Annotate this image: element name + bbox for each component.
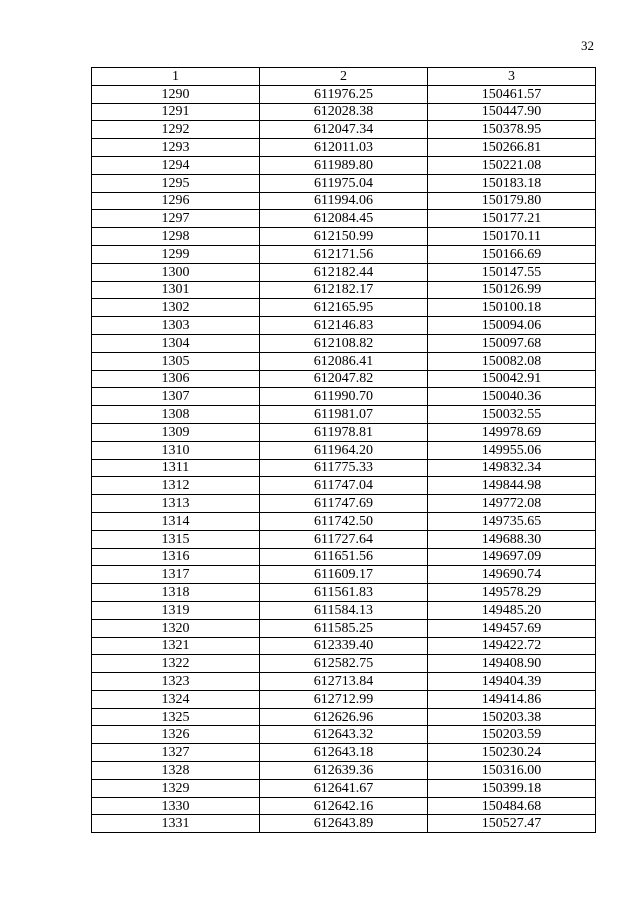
x-coordinate-cell: 612011.03 bbox=[260, 139, 428, 157]
point-number-cell: 1308 bbox=[92, 406, 260, 424]
y-coordinate-cell: 149955.06 bbox=[428, 441, 596, 459]
table-row bbox=[92, 566, 596, 584]
x-coordinate-cell: 611964.20 bbox=[260, 441, 428, 459]
x-coordinate-cell: 612626.96 bbox=[260, 708, 428, 726]
table-row bbox=[92, 637, 596, 655]
point-number-cell: 1316 bbox=[92, 548, 260, 566]
y-coordinate-cell: 149832.34 bbox=[428, 459, 596, 477]
point-number-cell: 1329 bbox=[92, 779, 260, 797]
x-coordinate-cell: 611585.25 bbox=[260, 619, 428, 637]
x-coordinate-cell: 611747.69 bbox=[260, 495, 428, 513]
table-row bbox=[92, 370, 596, 388]
y-coordinate-cell: 149688.30 bbox=[428, 530, 596, 548]
x-coordinate-cell: 612642.16 bbox=[260, 797, 428, 815]
table-row bbox=[92, 103, 596, 121]
x-coordinate-cell: 612582.75 bbox=[260, 655, 428, 673]
table-row bbox=[92, 744, 596, 762]
x-coordinate-cell: 612713.84 bbox=[260, 673, 428, 691]
table-row bbox=[92, 584, 596, 602]
table-row bbox=[92, 406, 596, 424]
point-number-cell: 1321 bbox=[92, 637, 260, 655]
y-coordinate-cell: 150177.21 bbox=[428, 210, 596, 228]
table-row bbox=[92, 619, 596, 637]
point-number-cell: 1322 bbox=[92, 655, 260, 673]
table-row bbox=[92, 210, 596, 228]
coordinates-table bbox=[91, 67, 596, 833]
x-coordinate-cell: 612047.82 bbox=[260, 370, 428, 388]
point-number-cell: 1302 bbox=[92, 299, 260, 317]
y-coordinate-cell: 150170.11 bbox=[428, 228, 596, 246]
column-header-2: 2 bbox=[260, 68, 428, 86]
x-coordinate-cell: 611727.64 bbox=[260, 530, 428, 548]
y-coordinate-cell: 150230.24 bbox=[428, 744, 596, 762]
point-number-cell: 1290 bbox=[92, 85, 260, 103]
header-row bbox=[92, 68, 596, 86]
y-coordinate-cell: 150032.55 bbox=[428, 406, 596, 424]
y-coordinate-cell: 150203.38 bbox=[428, 708, 596, 726]
table-row bbox=[92, 548, 596, 566]
point-number-cell: 1324 bbox=[92, 690, 260, 708]
x-coordinate-cell: 612643.32 bbox=[260, 726, 428, 744]
y-coordinate-cell: 150179.80 bbox=[428, 192, 596, 210]
y-coordinate-cell: 150399.18 bbox=[428, 779, 596, 797]
page-number: 32 bbox=[581, 38, 594, 53]
y-coordinate-cell: 149578.29 bbox=[428, 584, 596, 602]
point-number-cell: 1328 bbox=[92, 762, 260, 780]
point-number-cell: 1323 bbox=[92, 673, 260, 691]
table-row bbox=[92, 192, 596, 210]
table-row bbox=[92, 601, 596, 619]
y-coordinate-cell: 150183.18 bbox=[428, 174, 596, 192]
y-coordinate-cell: 150094.06 bbox=[428, 317, 596, 335]
table-row bbox=[92, 263, 596, 281]
y-coordinate-cell: 150266.81 bbox=[428, 139, 596, 157]
x-coordinate-cell: 611981.07 bbox=[260, 406, 428, 424]
point-number-cell: 1325 bbox=[92, 708, 260, 726]
point-number-cell: 1309 bbox=[92, 423, 260, 441]
x-coordinate-cell: 612084.45 bbox=[260, 210, 428, 228]
x-coordinate-cell: 611561.83 bbox=[260, 584, 428, 602]
table-row bbox=[92, 388, 596, 406]
point-number-cell: 1326 bbox=[92, 726, 260, 744]
point-number-cell: 1319 bbox=[92, 601, 260, 619]
table-row bbox=[92, 85, 596, 103]
y-coordinate-cell: 149457.69 bbox=[428, 619, 596, 637]
point-number-cell: 1296 bbox=[92, 192, 260, 210]
table-row bbox=[92, 708, 596, 726]
point-number-cell: 1301 bbox=[92, 281, 260, 299]
y-coordinate-cell: 149697.09 bbox=[428, 548, 596, 566]
point-number-cell: 1327 bbox=[92, 744, 260, 762]
y-coordinate-cell: 150221.08 bbox=[428, 156, 596, 174]
point-number-cell: 1304 bbox=[92, 334, 260, 352]
x-coordinate-cell: 611651.56 bbox=[260, 548, 428, 566]
table-row bbox=[92, 797, 596, 815]
table-row bbox=[92, 690, 596, 708]
point-number-cell: 1317 bbox=[92, 566, 260, 584]
table-row bbox=[92, 815, 596, 833]
table-row bbox=[92, 228, 596, 246]
column-header-3: 3 bbox=[428, 68, 596, 86]
x-coordinate-cell: 611975.04 bbox=[260, 174, 428, 192]
point-number-cell: 1320 bbox=[92, 619, 260, 637]
x-coordinate-cell: 611989.80 bbox=[260, 156, 428, 174]
point-number-cell: 1294 bbox=[92, 156, 260, 174]
y-coordinate-cell: 150316.00 bbox=[428, 762, 596, 780]
x-coordinate-cell: 612712.99 bbox=[260, 690, 428, 708]
y-coordinate-cell: 149404.39 bbox=[428, 673, 596, 691]
point-number-cell: 1312 bbox=[92, 477, 260, 495]
table-row bbox=[92, 459, 596, 477]
table-row bbox=[92, 477, 596, 495]
table-row bbox=[92, 317, 596, 335]
table-row bbox=[92, 281, 596, 299]
table-row bbox=[92, 779, 596, 797]
x-coordinate-cell: 611976.25 bbox=[260, 85, 428, 103]
point-number-cell: 1292 bbox=[92, 121, 260, 139]
x-coordinate-cell: 611978.81 bbox=[260, 423, 428, 441]
y-coordinate-cell: 149408.90 bbox=[428, 655, 596, 673]
point-number-cell: 1297 bbox=[92, 210, 260, 228]
table-row bbox=[92, 673, 596, 691]
y-coordinate-cell: 149735.65 bbox=[428, 512, 596, 530]
point-number-cell: 1314 bbox=[92, 512, 260, 530]
point-number-cell: 1300 bbox=[92, 263, 260, 281]
y-coordinate-cell: 150461.57 bbox=[428, 85, 596, 103]
x-coordinate-cell: 612182.44 bbox=[260, 263, 428, 281]
y-coordinate-cell: 150042.91 bbox=[428, 370, 596, 388]
point-number-cell: 1295 bbox=[92, 174, 260, 192]
table-body bbox=[92, 85, 596, 832]
table-row bbox=[92, 334, 596, 352]
point-number-cell: 1306 bbox=[92, 370, 260, 388]
y-coordinate-cell: 149485.20 bbox=[428, 601, 596, 619]
column-header-1: 1 bbox=[92, 68, 260, 86]
point-number-cell: 1310 bbox=[92, 441, 260, 459]
x-coordinate-cell: 611584.13 bbox=[260, 601, 428, 619]
table-row bbox=[92, 121, 596, 139]
x-coordinate-cell: 612108.82 bbox=[260, 334, 428, 352]
x-coordinate-cell: 612339.40 bbox=[260, 637, 428, 655]
y-coordinate-cell: 149690.74 bbox=[428, 566, 596, 584]
x-coordinate-cell: 612171.56 bbox=[260, 245, 428, 263]
point-number-cell: 1315 bbox=[92, 530, 260, 548]
table-row bbox=[92, 441, 596, 459]
y-coordinate-cell: 149844.98 bbox=[428, 477, 596, 495]
point-number-cell: 1299 bbox=[92, 245, 260, 263]
table-row bbox=[92, 352, 596, 370]
point-number-cell: 1331 bbox=[92, 815, 260, 833]
point-number-cell: 1313 bbox=[92, 495, 260, 513]
y-coordinate-cell: 150484.68 bbox=[428, 797, 596, 815]
table-row bbox=[92, 726, 596, 744]
x-coordinate-cell: 612146.83 bbox=[260, 317, 428, 335]
x-coordinate-cell: 612047.34 bbox=[260, 121, 428, 139]
y-coordinate-cell: 149978.69 bbox=[428, 423, 596, 441]
y-coordinate-cell: 150126.99 bbox=[428, 281, 596, 299]
x-coordinate-cell: 612643.18 bbox=[260, 744, 428, 762]
y-coordinate-cell: 150527.47 bbox=[428, 815, 596, 833]
x-coordinate-cell: 612028.38 bbox=[260, 103, 428, 121]
y-coordinate-cell: 150040.36 bbox=[428, 388, 596, 406]
x-coordinate-cell: 612150.99 bbox=[260, 228, 428, 246]
x-coordinate-cell: 612641.67 bbox=[260, 779, 428, 797]
y-coordinate-cell: 150378.95 bbox=[428, 121, 596, 139]
table-row bbox=[92, 530, 596, 548]
x-coordinate-cell: 611747.04 bbox=[260, 477, 428, 495]
x-coordinate-cell: 611742.50 bbox=[260, 512, 428, 530]
table-row bbox=[92, 245, 596, 263]
y-coordinate-cell: 149422.72 bbox=[428, 637, 596, 655]
y-coordinate-cell: 149772.08 bbox=[428, 495, 596, 513]
y-coordinate-cell: 150447.90 bbox=[428, 103, 596, 121]
table-row bbox=[92, 495, 596, 513]
y-coordinate-cell: 149414.86 bbox=[428, 690, 596, 708]
y-coordinate-cell: 150166.69 bbox=[428, 245, 596, 263]
point-number-cell: 1303 bbox=[92, 317, 260, 335]
x-coordinate-cell: 612639.36 bbox=[260, 762, 428, 780]
point-number-cell: 1293 bbox=[92, 139, 260, 157]
point-number-cell: 1298 bbox=[92, 228, 260, 246]
table-row bbox=[92, 139, 596, 157]
point-number-cell: 1330 bbox=[92, 797, 260, 815]
table-row bbox=[92, 762, 596, 780]
point-number-cell: 1311 bbox=[92, 459, 260, 477]
table-row bbox=[92, 423, 596, 441]
y-coordinate-cell: 150147.55 bbox=[428, 263, 596, 281]
x-coordinate-cell: 612643.89 bbox=[260, 815, 428, 833]
table-row bbox=[92, 655, 596, 673]
y-coordinate-cell: 150100.18 bbox=[428, 299, 596, 317]
table-row bbox=[92, 174, 596, 192]
x-coordinate-cell: 611994.06 bbox=[260, 192, 428, 210]
x-coordinate-cell: 612182.17 bbox=[260, 281, 428, 299]
x-coordinate-cell: 612165.95 bbox=[260, 299, 428, 317]
x-coordinate-cell: 611990.70 bbox=[260, 388, 428, 406]
table-header bbox=[92, 68, 596, 86]
point-number-cell: 1318 bbox=[92, 584, 260, 602]
y-coordinate-cell: 150203.59 bbox=[428, 726, 596, 744]
point-number-cell: 1291 bbox=[92, 103, 260, 121]
x-coordinate-cell: 612086.41 bbox=[260, 352, 428, 370]
y-coordinate-cell: 150082.08 bbox=[428, 352, 596, 370]
point-number-cell: 1305 bbox=[92, 352, 260, 370]
x-coordinate-cell: 611775.33 bbox=[260, 459, 428, 477]
x-coordinate-cell: 611609.17 bbox=[260, 566, 428, 584]
table-row bbox=[92, 299, 596, 317]
table-row bbox=[92, 156, 596, 174]
table-row bbox=[92, 512, 596, 530]
y-coordinate-cell: 150097.68 bbox=[428, 334, 596, 352]
point-number-cell: 1307 bbox=[92, 388, 260, 406]
